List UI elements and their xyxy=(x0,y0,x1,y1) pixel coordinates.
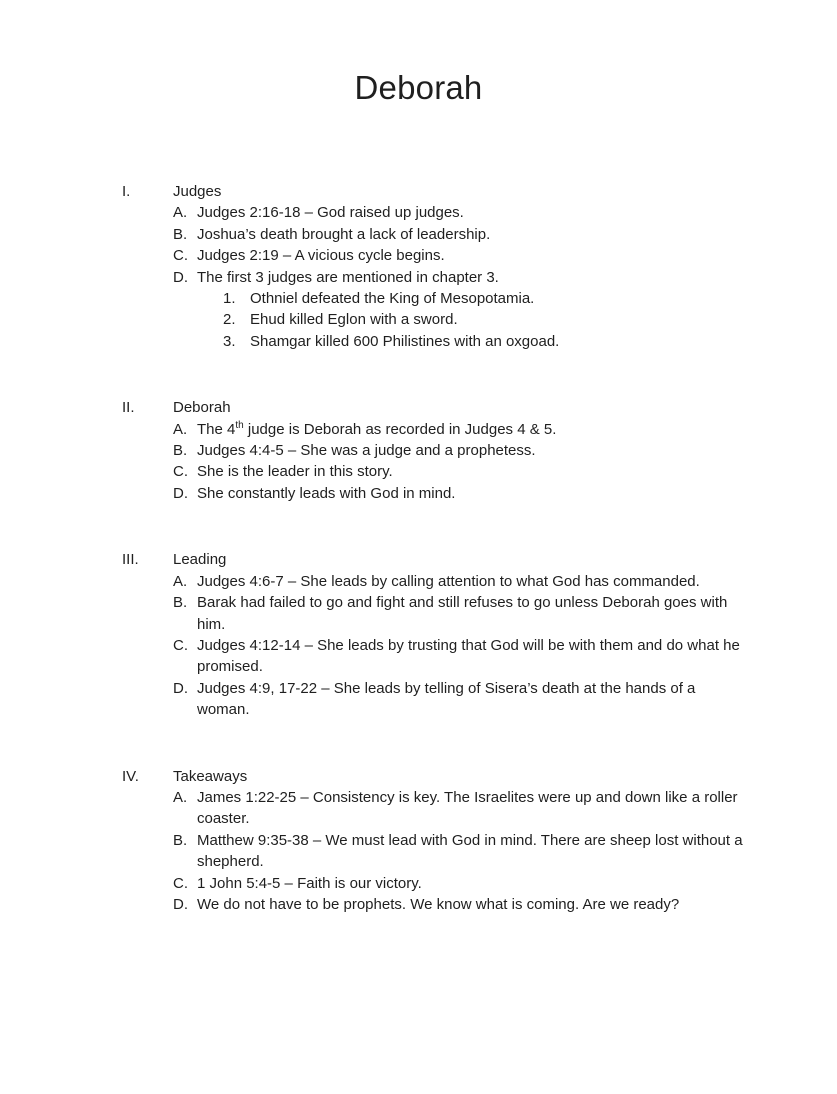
outline-subitem xyxy=(223,309,745,330)
subitem-text: Othniel defeated the King of Mesopotamia. xyxy=(250,290,535,308)
item-label: A. xyxy=(173,572,188,590)
section-leading xyxy=(122,549,745,720)
outline-item xyxy=(173,245,745,266)
item-label: D. xyxy=(173,679,188,697)
outline-item xyxy=(173,894,745,915)
outline-subitem xyxy=(223,288,745,309)
item-text: Joshua’s death brought a lack of leadership. xyxy=(197,225,491,243)
item-text: Barak had failed to go and fight and still refuses to go unless Deborah goes with him. xyxy=(197,594,728,633)
item-text: Judges 4:9, 17-22 – She leads by telling of Sisera’s death at the hands of a woman. xyxy=(197,679,696,719)
section-body xyxy=(173,181,745,352)
outline-item xyxy=(173,787,745,830)
outline-item xyxy=(173,873,745,894)
section-judges xyxy=(122,181,745,352)
outline-item xyxy=(173,440,745,461)
section-body xyxy=(173,397,745,504)
item-text: Judges 2:19 – A vicious cycle begins. xyxy=(197,247,445,265)
subitem-text: Ehud killed Eglon with a sword. xyxy=(250,311,458,329)
item-label: D. xyxy=(173,268,188,286)
page-title: Deborah xyxy=(354,69,483,106)
item-label: D. xyxy=(173,895,188,913)
item-text-post: judge is Deborah as recorded in Judges 4 & 5. xyxy=(243,420,557,438)
outline-item xyxy=(173,202,745,223)
section-heading: Takeaways xyxy=(173,767,248,785)
outline-item xyxy=(173,267,745,288)
item-label: B. xyxy=(173,594,188,612)
item-text: Judges 2:16-18 – God raised up judges. xyxy=(197,204,464,222)
item-text: 1 John 5:4-5 – Faith is our victory. xyxy=(197,874,422,892)
item-text: She is the leader in this story. xyxy=(197,463,393,481)
outline-document xyxy=(122,181,745,915)
superscript-ordinal: th xyxy=(235,419,244,431)
item-label: A. xyxy=(173,788,188,806)
section-takeaways xyxy=(122,766,745,916)
outline-item xyxy=(173,635,745,678)
item-text xyxy=(197,419,745,440)
item-text: We do not have to be prophets. We know what is coming. Are we ready? xyxy=(197,895,680,913)
item-text: Judges 4:4-5 – She was a judge and a prophetess. xyxy=(197,442,536,460)
item-text: The first 3 judges are mentioned in chapter 3. xyxy=(197,268,499,286)
item-label: A. xyxy=(173,420,188,438)
outline-item xyxy=(173,224,745,245)
outline-item xyxy=(173,419,745,440)
item-label: B. xyxy=(173,225,188,243)
item-label: B. xyxy=(173,831,188,849)
section-heading: Leading xyxy=(173,551,227,569)
section-heading: Deborah xyxy=(173,399,231,417)
item-text: Judges 4:6-7 – She leads by calling attention to what God has commanded. xyxy=(197,572,700,590)
item-label: C. xyxy=(173,463,188,481)
section-deborah xyxy=(122,397,745,504)
outline-item xyxy=(173,571,745,592)
subitem-label: 1. xyxy=(223,290,236,308)
section-numeral: I. xyxy=(122,183,131,200)
item-text: She constantly leads with God in mind. xyxy=(197,484,456,502)
item-text: James 1:22-25 – Consistency is key. The Israelites were up and down like a roller coaster. xyxy=(197,788,738,828)
item-label: B. xyxy=(173,442,188,460)
outline-item xyxy=(173,592,745,635)
section-numeral: IV. xyxy=(122,767,139,785)
item-label: C. xyxy=(173,636,188,654)
item-label: A. xyxy=(173,204,188,222)
outline-item xyxy=(173,830,745,873)
subitem-label: 3. xyxy=(223,332,236,350)
item-text: Judges 4:12-14 – She leads by trusting that God will be with them and do what he promised. xyxy=(197,636,740,676)
section-heading: Judges xyxy=(173,183,222,200)
outline-item xyxy=(173,483,745,504)
section-numeral: II. xyxy=(122,399,135,417)
item-text-pre: The 4 xyxy=(197,420,236,438)
outline-item xyxy=(173,678,745,721)
subitem-text: Shamgar killed 600 Philistines with an oxgoad. xyxy=(250,332,560,350)
item-label: C. xyxy=(173,247,188,265)
item-label: C. xyxy=(173,874,188,892)
subitem-label: 2. xyxy=(223,311,236,329)
outline-item xyxy=(173,461,745,482)
item-text: Matthew 9:35-38 – We must lead with God in mind. There are sheep lost without a shepherd. xyxy=(197,831,743,871)
section-body xyxy=(173,549,745,720)
item-label: D. xyxy=(173,484,188,502)
outline-subitem xyxy=(223,331,745,352)
section-body xyxy=(173,766,745,916)
section-numeral: III. xyxy=(122,551,139,569)
